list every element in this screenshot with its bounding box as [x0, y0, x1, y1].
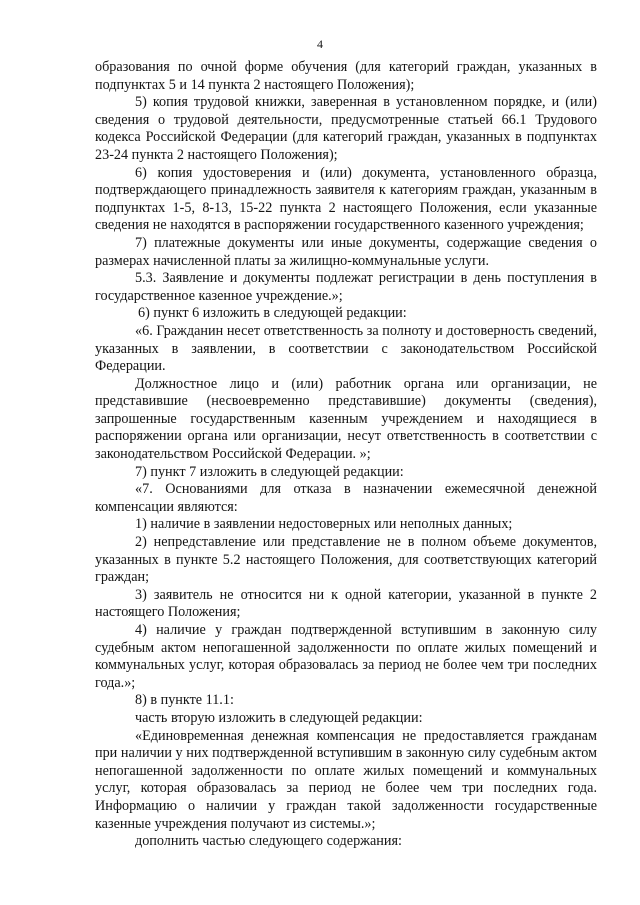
paragraph-refusal-2: 2) непредставление или представление не в полном объеме документов, указанных в пункте 5.2 настоящего Положения, для соответствующих категорий граждан;: [95, 534, 597, 586]
paragraph-refusal-4: 4) наличие у граждан подтвержденной вступившим в законную силу судебным актом непогашенной задолженности по оплате жилых помещений и коммунальных услуг, которая образовалась за период не более чем три последних года.»;: [95, 622, 597, 691]
paragraph-amend-7: 7) пункт 7 изложить в следующей редакции:: [135, 463, 404, 480]
paragraph-item-6: 6) копия удостоверения и (или) документа, установленного образца, подтверждающего принадлежность заявителя к категориям граждан, указанным в подпунктах 1-5, 8-13, 15-22 пункта 2 настоящего Положения, если указанные сведения не находятся в распоряжении государственного казенного учреждения;: [95, 164, 597, 234]
paragraph-continuation: образования по очной форме обучения (для категорий граждан, указанных в подпунктах 5 и 14 пункта 2 настоящего Положения);: [95, 59, 597, 93]
paragraph-supplement: дополнить частью следующего содержания:: [135, 833, 402, 850]
paragraph-point-6: «6. Гражданин несет ответственность за полноту и достоверность сведений, указанных в заявлении, в соответствии с законодательством Российской Федерации.: [95, 322, 597, 375]
paragraph-refusal-3: 3) заявитель не относится ни к одной категории, указанной в пункте 2 настоящего Положения;: [95, 586, 597, 621]
page-number: 4: [317, 37, 323, 51]
paragraph-amend-8: 8) в пункте 11.1:: [135, 692, 234, 709]
paragraph-amend-6: 6) пункт 6 изложить в следующей редакции:: [138, 305, 407, 322]
paragraph-lump-sum: «Единовременная денежная компенсация не предоставляется гражданам при наличии у них подтвержденной вступившим в законную силу судебным актом непогашенной задолженности по оплате жилых помещений и коммунальных услуг, которая образовалась за период не более чем три последних года. Информацию о наличии у граждан такой задолженности государственные казенные учреждения получают из системы.»;: [95, 727, 597, 832]
paragraph-refusal-1: 1) наличие в заявлении недостоверных или неполных данных;: [135, 516, 513, 533]
paragraph-item-5: 5) копия трудовой книжки, заверенная в установленном порядке, и (или) сведения о трудовой деятельности, предусмотренные статьей 66.1 Трудового кодекса Российской Федерации (для категорий граждан, указанных в подпунктах 23-24 пункта 2 настоящего Положения);: [95, 94, 597, 163]
paragraph-5-3: 5.3. Заявление и документы подлежат регистрации в день поступления в государственное казенное учреждение.»;: [95, 270, 597, 304]
paragraph-official-liability: Должностное лицо и (или) работник органа или организации, не представившие (несвоевременно представившие) документы (сведения), запрошенные государственным казенным учреждением и находящиеся в распоряжении органа или организации, несут ответственность в соответствии с законодательством Российской Федерации. »;: [95, 375, 597, 463]
paragraph-point-7: «7. Основаниями для отказа в назначении ежемесячной денежной компенсации являются:: [95, 481, 597, 515]
paragraph-item-7: 7) платежные документы или иные документы, содержащие сведения о размерах начисленной платы за жилищно-коммунальные услуги.: [95, 234, 597, 269]
document-body: [95, 59, 597, 851]
paragraph-part-two: часть вторую изложить в следующей редакции:: [135, 709, 423, 726]
